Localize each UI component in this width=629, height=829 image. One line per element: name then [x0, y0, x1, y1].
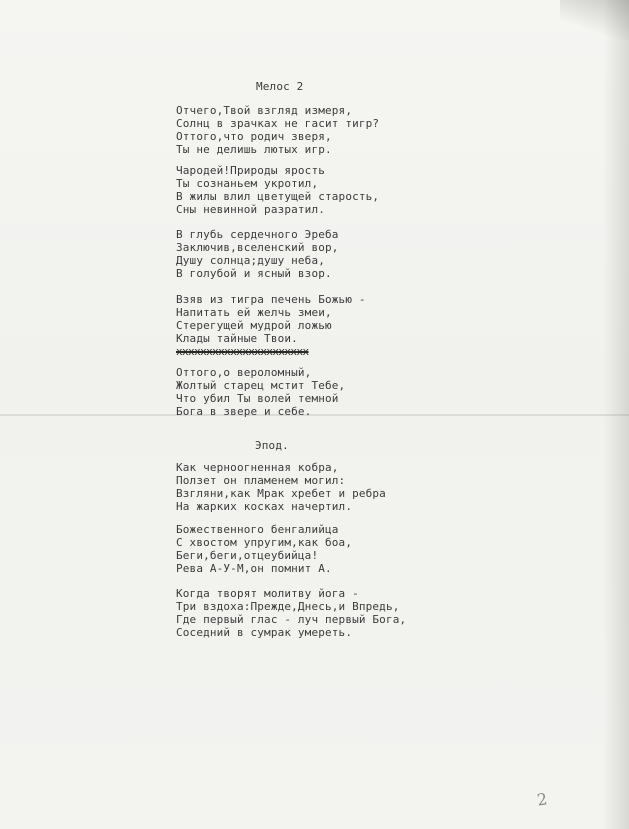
poem-line: Ползет он пламенем могил:	[176, 474, 346, 487]
poem-line: Жолтый старец мстит Тебе,	[176, 379, 346, 392]
stanza-8	[176, 587, 406, 639]
stanza-2	[176, 164, 379, 216]
poem-title-melos: Мелос 2	[256, 80, 304, 93]
poem-line: Стерегущей мудрой ложью	[176, 319, 332, 332]
struck-out-line: хххххххххххххххххххххх	[176, 345, 309, 358]
poem-line: Божественного бенгалийца	[176, 523, 339, 536]
poem-line: Ты не делишь лютых игр.	[176, 143, 332, 156]
poem-line: Сны невинной разратил.	[176, 203, 325, 216]
poem-line: Бога в звере и себе.	[176, 405, 312, 418]
poem-line: Клады тайные Твои.	[176, 332, 298, 345]
stanza-4	[176, 293, 366, 358]
poem-line: Ты сознаньем укротил,	[176, 177, 319, 190]
poem-line: Соседний в сумрак умереть.	[176, 626, 353, 639]
poem-line: Душу солнца;душу неба,	[176, 254, 325, 267]
poem-title-epod: Эпод.	[255, 439, 289, 452]
handwritten-page-number: 2	[535, 789, 549, 810]
poem-line: В глубь сердечного Эреба	[176, 228, 339, 241]
poem-line: С хвостом упругим,как боа,	[176, 536, 353, 549]
stanza-1	[176, 104, 379, 156]
poem-line: Где первый глас - луч первый Бога,	[176, 613, 407, 626]
poem-line: В голубой и ясный взор.	[176, 267, 332, 280]
poem-line: Что убил Ты волей темной	[176, 392, 339, 405]
poem-line: Оттого,что родич зверя,	[176, 130, 332, 143]
poem-line: Оттого,о вероломный,	[176, 366, 312, 379]
poem-line: Рева А-У-М,он помнит А.	[176, 562, 332, 575]
stanza-6	[176, 461, 386, 513]
poem-line: Отчего,Твой взгляд измеря,	[176, 104, 353, 117]
poem-line: Беги,беги,отцеубийца!	[176, 549, 319, 562]
poem-line: Как черноогненная кобра,	[176, 461, 339, 474]
stanza-5	[176, 366, 345, 418]
poem-line: В жилы влил цветущей старость,	[176, 190, 380, 203]
stanza-7	[176, 523, 352, 575]
poem-line: Солнц в зрачках не гасит тигр?	[176, 117, 380, 130]
poem-line: Заключив,вселенский вор,	[176, 241, 339, 254]
poem-line: Взяв из тигра печень Божью -	[176, 293, 366, 306]
poem-line: Напитать ей желчь змеи,	[176, 306, 332, 319]
poem-line: Когда творят молитву йога -	[176, 587, 359, 600]
poem-line: Взгляни,как Мрак хребет и ребра	[176, 487, 386, 500]
stanza-3	[176, 228, 339, 280]
poem-line: На жарких косках начертил.	[176, 500, 353, 513]
poem-line: Три вздоха:Прежде,Днесь,и Впредь,	[176, 600, 400, 613]
poem-line: Чародей!Природы ярость	[176, 164, 325, 177]
